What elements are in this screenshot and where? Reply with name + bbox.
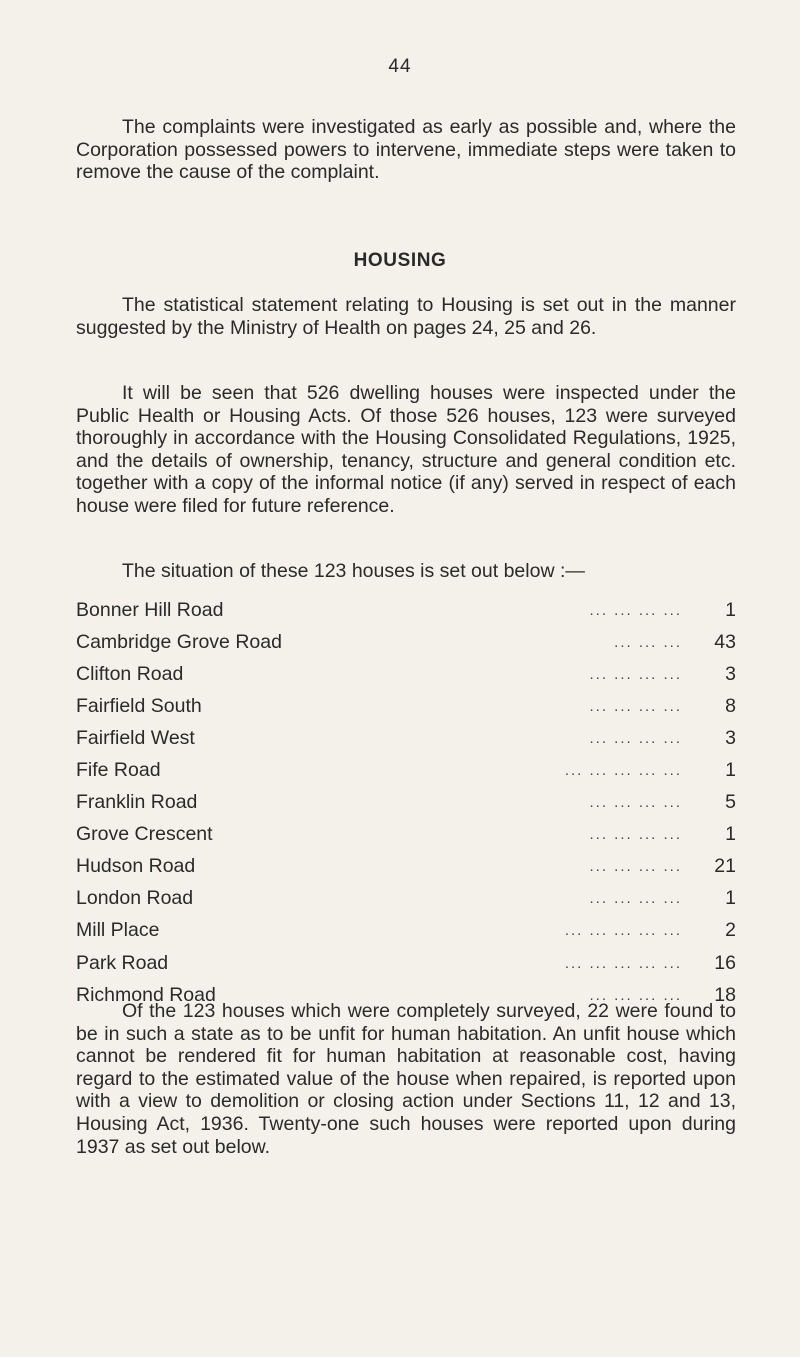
dot-leader: ... ... ...: [614, 633, 682, 651]
dot-leader: ... ... ... ...: [589, 826, 682, 844]
inspected-paragraph: [76, 382, 736, 518]
unfit-houses-paragraph: [76, 1000, 736, 1158]
unfit-houses-paragraph-text: Of the 123 houses which were completely surveyed, 22 were found to be in such a state as to be unfit for human habitation. An unfit house which cannot be rendered fit for human habitation at reasonable cost, having regard to the estimated value of the house when repaired, is reported upon with a view to demolition or closing action under Sections 11, 12 and 13, Housing Act, 1936. Twenty-one such houses were reported upon during 1937 as set out below.: [76, 1000, 736, 1158]
road-count: 5: [725, 791, 736, 814]
road-count: 43: [714, 630, 736, 653]
dot-leader: ... ... ... ... ...: [564, 922, 682, 940]
road-name: Richmond Road: [76, 983, 216, 1006]
list-item: [76, 819, 736, 851]
dot-leader: ... ... ... ...: [589, 729, 682, 747]
road-count: 18: [714, 983, 736, 1006]
road-count: 2: [725, 919, 736, 942]
situation-paragraph-text: The situation of these 123 houses is set out below :—: [122, 560, 585, 582]
road-name: Cambridge Grove Road: [76, 630, 282, 653]
road-name: Franklin Road: [76, 791, 198, 814]
road-name: Grove Crescent: [76, 823, 213, 846]
road-name: Bonner Hill Road: [76, 598, 224, 621]
road-count: 1: [725, 759, 736, 782]
dot-leader: ... ... ... ...: [589, 697, 682, 715]
section-heading: HOUSING: [353, 250, 447, 271]
intro-paragraph-text: The complaints were investigated as early as possible and, where the Corporation possessed powers to intervene, immediate steps were taken to remove the cause of the complaint.: [76, 116, 736, 184]
inspected-paragraph-text: It will be seen that 526 dwelling houses were inspected under the Public Health or Housing Acts. Of those 526 houses, 123 were surveyed thoroughly in accordance with the Housing Consolidated Regulations, 1925, and the details of ownership, tenancy, structure and general condition etc. together with a copy of the informal notice (if any) served in respect of each house were filed for future reference.: [76, 382, 736, 517]
dot-leader: ... ... ... ...: [589, 665, 682, 683]
road-name: Fairfield South: [76, 694, 202, 717]
list-item: [76, 851, 736, 883]
list-item: [76, 754, 736, 786]
road-count: 21: [714, 855, 736, 878]
dot-leader: ... ... ... ...: [589, 858, 682, 876]
road-name: Fife Road: [76, 759, 161, 782]
list-item: [76, 947, 736, 979]
list-item: [76, 594, 736, 626]
list-item: [76, 626, 736, 658]
intro-paragraph: [76, 116, 736, 184]
list-item: [76, 690, 736, 722]
roads-list: [76, 594, 736, 1011]
list-item: [76, 787, 736, 819]
dot-leader: ... ... ... ...: [589, 986, 682, 1004]
list-item: [76, 883, 736, 915]
dot-leader: ... ... ... ... ...: [564, 762, 682, 780]
road-count: 1: [725, 887, 736, 910]
road-count: 1: [725, 823, 736, 846]
road-count: 1: [725, 598, 736, 621]
road-count: 3: [725, 662, 736, 685]
dot-leader: ... ... ... ...: [589, 890, 682, 908]
road-name: Park Road: [76, 951, 169, 974]
statistical-paragraph-text: The statistical statement relating to Housing is set out in the manner suggested by the Ministry of Health on pages 24, 25 and 26.: [76, 294, 736, 339]
road-name: London Road: [76, 887, 194, 910]
road-name: Hudson Road: [76, 855, 196, 878]
statistical-paragraph: [76, 294, 736, 339]
situation-paragraph: [76, 560, 736, 583]
road-count: 8: [725, 694, 736, 717]
road-name: Fairfield West: [76, 726, 195, 749]
page-number: 44: [388, 56, 412, 77]
road-name: Mill Place: [76, 919, 160, 942]
dot-leader: ... ... ... ...: [589, 601, 682, 619]
list-item: [76, 915, 736, 947]
road-count: 3: [725, 726, 736, 749]
dot-leader: ... ... ... ... ...: [564, 954, 682, 972]
road-name: Clifton Road: [76, 662, 184, 685]
dot-leader: ... ... ... ...: [589, 794, 682, 812]
list-item: [76, 722, 736, 754]
road-count: 16: [714, 951, 736, 974]
list-item: [76, 658, 736, 690]
